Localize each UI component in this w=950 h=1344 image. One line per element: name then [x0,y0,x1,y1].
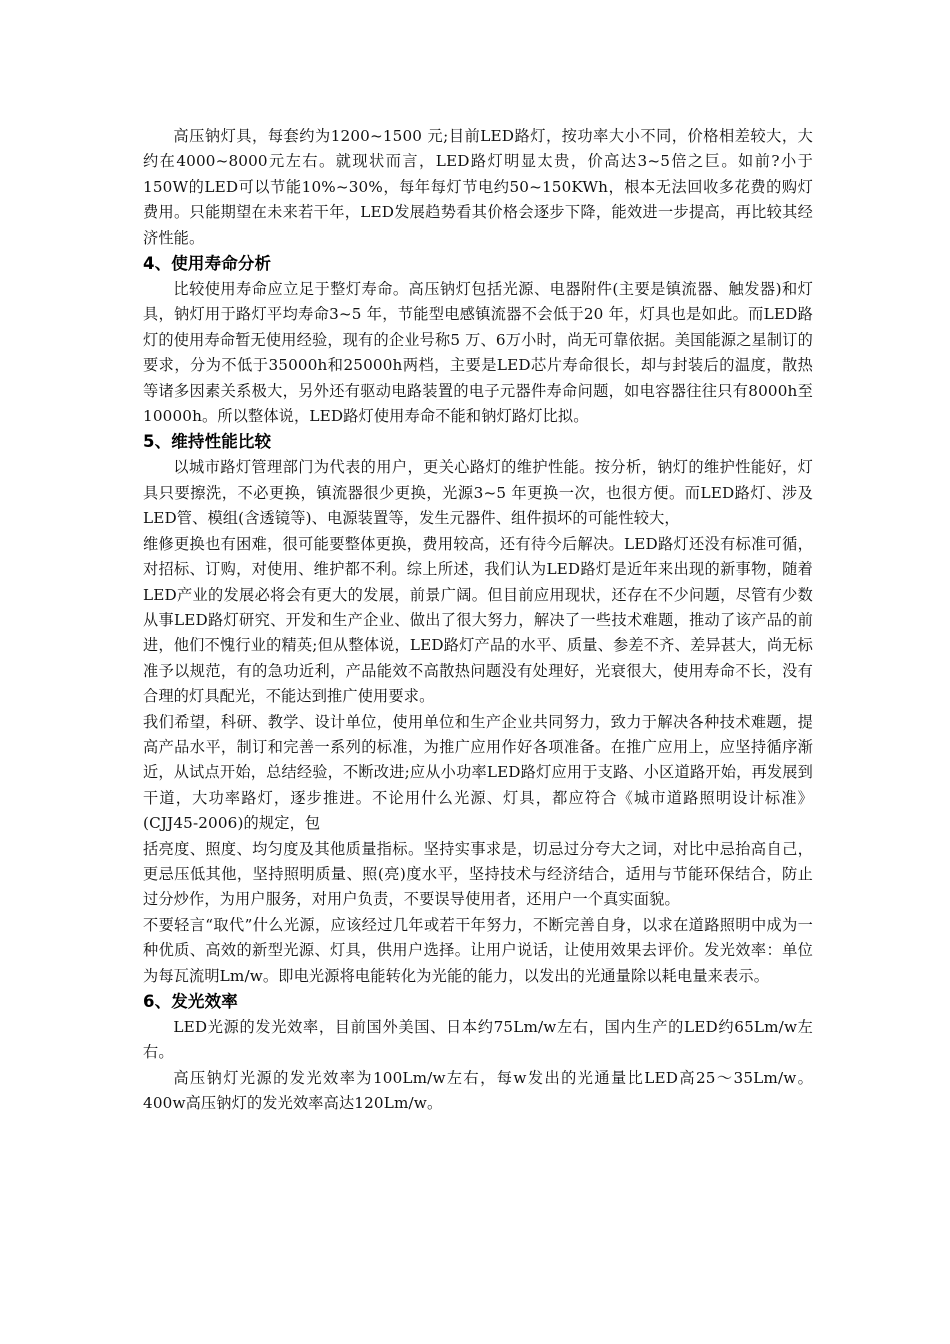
paragraph-cost: 高压钠灯具，每套约为1200~1500 元;目前LED路灯，按功率大小不同，价格相差较大，大约在4000~8000元左右。就现状而言，LED路灯明显太贵，价高达3~5倍之巨。如前?小于150W的LED可以节能10%~30%，每年每灯节电约50~150KWh，根本无法回收多花费的购灯费用。只能期望在未来若干年，LED发展趋势看其价格会逐步下降，能效进一步提高，再比较其经济性能。 [143,127,813,247]
paragraph-maintenance: 以城市路灯管理部门为代表的用户，更关心路灯的维护性能。按分析，钠灯的维护性能好，灯具只要擦洗，不必更换，镇流器很少更换，光源3~5 年更换一次，也很方便。而LED路灯、涉及LED管、模组(含透镜等)、电源装置等，发生元器件、组件损坏的可能性较大， [143,458,813,528]
paragraph-sodium-efficacy: 高压钠灯光源的发光效率为100Lm/w左右，每w发出的光通量比LED高25～35Lm/w。400w高压钠灯的发光效率高达120Lm/w。 [143,1068,813,1113]
paragraph-quality-indicators: 括亮度、照度、均匀度及其他质量指标。坚持实事求是，切忌过分夸大之词，对比中忌抬高自己，更忌压低其他，坚持照明质量、照(亮)度水平，坚持技术与经济结合，适用与节能环保结合，防止过分炒作，为用户服务，对用户负责，不要误导使用者，还用户一个真实面貌。 [143,839,813,909]
heading-lifespan-analysis: 4、使用寿命分析 [143,254,272,274]
heading-luminous-efficacy: 6、发光效率 [143,992,238,1011]
paragraph-efficacy-definition: 不要轻言“取代”什么光源，应该经过几年或若干年努力，不断完善自身，以求在道路照明中成为一种优质、高效的新型光源、灯具，供用户选择。让用户说话，让使用效果去评价。发光效率：单位为每瓦流明Lm/w。即电光源将电能转化为光能的能力，以发出的光通量除以耗电量来表示。 [143,915,813,985]
paragraph-recommendation: 我们希望，科研、教学、设计单位，使用单位和生产企业共同努力，致力于解决各种技术难题，提高产品水平，制订和完善一系列的标准，为推广应用作好各项准备。在推广应用上，应坚持循序渐近，从试点开始，总结经验，不断改进;应从小功率LED路灯应用于支路、小区道路开始，再发展到干道，大功率路灯，逐步推进。不论用什么光源、灯具，都应符合《城市道路照明设计标准》(CJJ45-2006)的规定，包 [143,712,813,833]
paragraph-lifespan: 比较使用寿命应立足于整灯寿命。高压钠灯包括光源、电器附件(主要是镇流器、触发器)和灯具，钠灯用于路灯平均寿命3~5 年，节能型电感镇流器不会低于20 年，灯具也是如此。而LED路灯的使用寿命暂无使用经验，现有的企业号称5 万、6万小时，尚无可靠依据。美国能源之星制订的要求，分为不低于35000h和25000h两档，主要是LED芯片寿命很长，却与封装后的温度，散热等诸多因素关系极大，另外还有驱动电路装置的电子元器件寿命问题，如电容器往往只有8000h至10000h。所以整体说，LED路灯使用寿命不能和钠灯路灯比拟。 [143,280,813,426]
paragraph-led-efficacy: LED光源的发光效率，目前国外美国、日本约75Lm/w左右，国内生产的LED约65Lm/w左右。 [143,1018,813,1062]
heading-maintenance-comparison: 5、维持性能比较 [143,432,272,452]
document-page [143,124,813,1117]
paragraph-repair: 维修更换也有困难，很可能要整体更换，费用较高，还有待今后解决。LED路灯还没有标准可循，对招标、订购，对使用、维护都不利。综上所述，我们认为LED路灯是近年来出现的新事物，随着LED产业的发展必将会有更大的发展，前景广阔。但目前应用现状，还存在不少问题，尽管有少数从事LED路灯研究、开发和生产企业、做出了很大努力，解决了一些技术难题，推动了该产品的前进，他们不愧行业的精英;但从整体说，LED路灯产品的水平、质量、参差不齐、差异甚大，尚无标准予以规范，有的急功近利，产品能效不高散热问题没有处理好，光衰很大，使用寿命不长，没有合理的灯具配光，不能达到推广使用要求。 [143,534,813,706]
